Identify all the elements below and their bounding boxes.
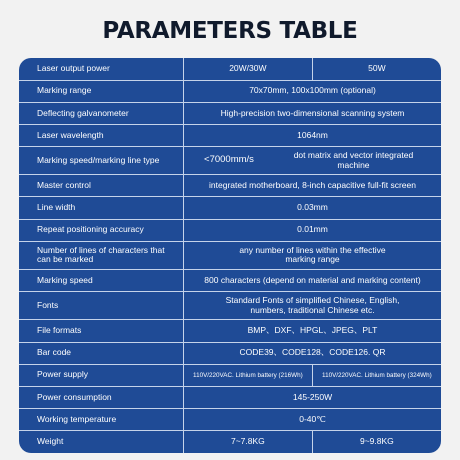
row-value: 0.03mm: [184, 197, 442, 219]
row-value-weight-a: 7~7.8KG: [184, 431, 313, 453]
row-value-50w: 50W: [312, 58, 441, 80]
row-label: File formats: [19, 320, 184, 342]
row-label: Power supply: [19, 364, 184, 386]
row-label: Laser output power: [19, 58, 184, 80]
row-value: 800 characters (depend on material and marking content): [184, 270, 442, 292]
row-value: 0-40℃: [184, 408, 442, 430]
row-label: Laser wavelength: [19, 124, 184, 146]
row-value: [184, 241, 442, 269]
table-row: [19, 80, 441, 102]
row-value-324wh: 110V/220VAC. Lithium battery (324Wh): [312, 364, 441, 386]
row-value: [184, 147, 442, 175]
table-row: [19, 320, 441, 342]
row-label: Power consumption: [19, 386, 184, 408]
row-label: Line width: [19, 197, 184, 219]
row-value: 0.01mm: [184, 219, 442, 241]
table-row: [19, 408, 441, 430]
row-value: [184, 292, 442, 320]
table-row: [19, 292, 441, 320]
table-row: [19, 431, 441, 453]
table-row: [19, 175, 441, 197]
row-label: Fonts: [19, 292, 184, 320]
row-label: Marking speed/marking line type: [19, 147, 184, 175]
row-value: 145-250W: [184, 386, 442, 408]
table-row: [19, 197, 441, 219]
table-row: [19, 219, 441, 241]
table-row: [19, 270, 441, 292]
table-row: [19, 102, 441, 124]
row-value-text: any number of lines within the effective marking range: [239, 244, 386, 265]
table-row: [19, 342, 441, 364]
row-label: Bar code: [19, 342, 184, 364]
row-value: 1064nm: [184, 124, 442, 146]
page-title: PARAMETERS TABLE: [102, 18, 358, 44]
row-label: Master control: [19, 175, 184, 197]
row-value-text: Standard Fonts of simplified Chinese, English, numbers, traditional Chinese etc.: [225, 294, 400, 315]
row-value-216wh: 110V/220VAC. Lithium battery (216Wh): [184, 364, 313, 386]
row-label: Number of lines of characters that can be marked: [19, 241, 184, 269]
table-row: [19, 241, 441, 269]
row-label: Marking speed: [19, 270, 184, 292]
row-label: Weight: [19, 431, 184, 453]
row-label: Deflecting galvanometer: [19, 102, 184, 124]
row-value-20w-30w: 20W/30W: [184, 58, 313, 80]
row-value: integrated motherboard, 8-inch capacitive full-fit screen: [184, 175, 442, 197]
row-value-weight-b: 9~9.8KG: [359, 436, 394, 447]
table-row: [19, 364, 441, 386]
table-row: [19, 58, 441, 80]
parameters-table: [19, 58, 441, 453]
row-value: CODE39、CODE128、CODE126. QR: [184, 342, 442, 364]
table-row: [19, 147, 441, 175]
row-value: High-precision two-dimensional scanning system: [184, 102, 442, 124]
marking-line-type-value: dot matrix and vector integrated machine: [293, 149, 414, 170]
table-row: [19, 386, 441, 408]
parameters-table-panel: [19, 58, 441, 453]
row-value: BMP、DXF、HPGL、JPEG、PLT: [184, 320, 442, 342]
row-value: 70x70mm, 100x100mm (optional): [184, 80, 442, 102]
row-label: Marking range: [19, 80, 184, 102]
row-label: Working temperature: [19, 408, 184, 430]
marking-speed-value: <7000mm/s: [204, 154, 254, 166]
table-row: [19, 124, 441, 146]
row-label: Repeat positioning accuracy: [19, 219, 184, 241]
